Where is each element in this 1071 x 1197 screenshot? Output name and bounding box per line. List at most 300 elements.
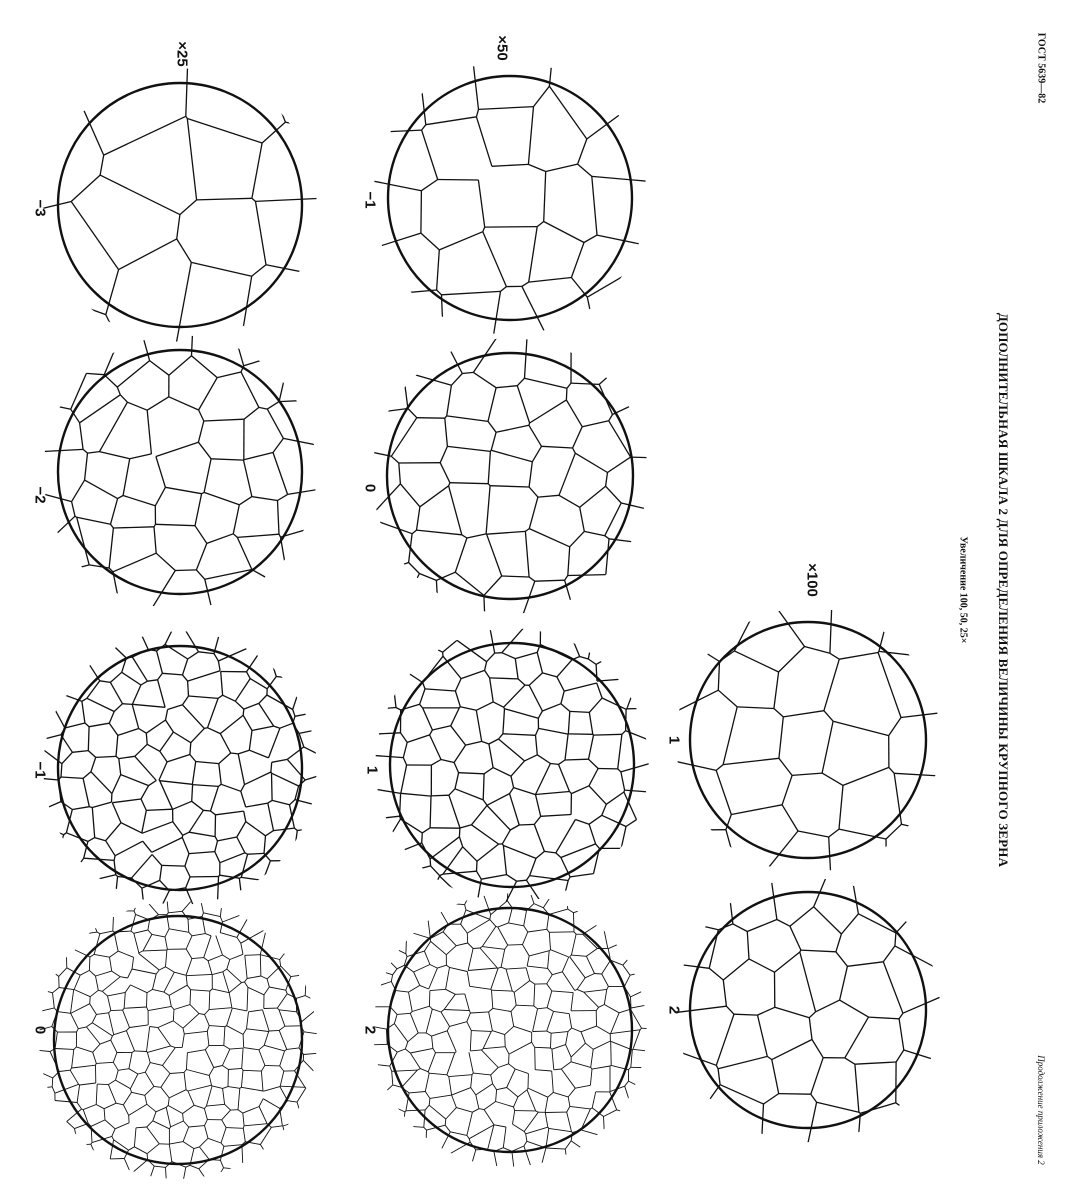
grain-boundary [631,981,664,997]
grain-boundary [512,1151,516,1183]
plate-label: 2 [361,1025,379,1035]
grain-boundary [21,1008,55,1016]
grain-boundary [132,969,156,974]
grain-boundary [473,1073,490,1075]
grain-boundary [148,1006,171,1010]
grain-boundary [516,1005,534,1006]
grain-boundary [147,1104,156,1112]
grain-boundary [477,861,478,871]
grain-boundary [190,743,191,755]
grain-boundary [123,1092,131,1105]
grain-boundary [153,891,170,925]
grain-boundary [218,661,220,671]
grain-boundary [488,388,496,422]
plate-label: 0 [361,483,379,493]
grain-boundary [431,866,440,876]
grain-boundary [493,1008,511,1011]
grain-boundary [425,689,455,691]
grain-boundary [618,734,622,769]
grain-micrograph-plate [339,313,680,648]
grain-boundary [421,233,439,250]
grain-boundary [156,970,159,974]
grain-boundary [452,904,465,905]
grain-boundary [226,1128,243,1129]
grain-boundary [111,524,114,528]
grain-boundary [132,657,147,681]
grain-boundary [575,453,607,472]
grain-boundary [77,1085,80,1103]
grain-boundary [112,799,141,803]
grain-boundary [502,844,503,846]
grain-boundary [561,704,570,712]
grain-boundary [238,1088,240,1109]
grain-boundary [55,1084,79,1093]
grain-boundary [304,1032,338,1037]
grain-boundary [621,827,626,849]
grain-boundary [899,1019,904,1050]
grain-boundary [496,1090,497,1102]
grain-boundary [482,926,496,946]
grain-boundary [568,1088,575,1097]
grain-boundary [767,1056,772,1059]
grain-boundary [426,117,477,125]
grain-micrograph-plate [5,300,348,631]
grain-boundary [829,829,839,837]
grain-boundary [161,1087,169,1098]
grain-boundary [467,972,469,987]
grain-boundary [528,1088,548,1097]
grain-boundary [100,175,180,215]
grain-boundary [130,1025,149,1028]
grain-boundary [279,399,345,402]
grain-boundary [189,1126,205,1127]
grain-boundary [241,791,246,807]
grain-boundary [143,934,152,951]
grain-boundary [631,457,681,459]
grain-boundary [599,367,619,385]
grain-boundary [822,773,843,785]
grain-boundary [471,1088,476,1095]
grain-boundary [199,892,203,913]
grain-boundary [527,956,529,966]
grain-boundary [571,934,576,955]
grain-boundary [89,970,95,976]
grain-boundary [242,982,245,983]
grain-boundary [624,790,625,792]
grain-boundary [188,1091,194,1105]
grain-boundary [152,838,183,853]
grain-boundary [554,1011,570,1013]
grain-boundary [534,1006,538,1009]
grain-boundary [183,1142,194,1149]
grain-boundary [357,982,391,994]
grain-boundary [723,980,726,1006]
grain-boundary [726,1006,734,1014]
magnification-label-x100: ×100 [803,563,821,597]
grain-boundary [441,760,454,763]
grain-boundary [259,1099,263,1107]
grain-boundary [410,1053,420,1069]
grain-boundary [869,1017,900,1019]
grain-boundary [397,1049,405,1052]
grain-boundary [547,1011,554,1031]
grain-boundary [638,753,717,771]
grain-boundary [488,484,490,486]
grain-boundary [431,795,449,796]
grain-boundary [134,1128,136,1147]
grain-boundary [570,1106,591,1109]
grain-boundary [589,786,606,805]
grain-boundary [222,1049,230,1065]
grain-boundary [180,200,197,215]
grain-boundary [596,653,616,664]
grain-boundary [431,941,447,954]
grain-boundary [422,125,426,130]
grain-boundary [145,1072,154,1086]
grain-boundary [571,955,586,956]
grain-boundary [547,929,550,932]
grain-boundary [580,657,589,660]
grain-boundary [259,703,274,726]
grain-boundary [514,788,536,795]
grain-boundary [644,1006,726,1016]
grain-boundary [280,1051,285,1066]
grain-boundary [570,955,572,957]
grain-boundary [123,1008,125,1010]
grain-boundary [460,707,476,711]
grain-boundary [393,681,396,708]
grain-boundary [465,994,470,1011]
grain-boundary [836,934,842,952]
grain-boundary [169,985,187,995]
grain-boundary [382,954,397,969]
grain-boundary [214,1066,223,1068]
grain-boundary [507,875,517,882]
grain-boundary [100,931,113,934]
grain-boundary [443,871,477,874]
grain-boundary [163,1048,176,1066]
grain-boundary [71,1013,79,1028]
grain-boundary [462,372,473,373]
grain-boundary [505,945,508,949]
grain-boundary [774,672,779,709]
grain-boundary [535,1070,552,1071]
grain-boundary [436,580,440,647]
grain-boundary [272,773,273,800]
grain-boundary [482,741,489,744]
grain-boundary [425,1073,429,1091]
grain-boundary [261,1065,265,1071]
grain-boundary [244,354,283,366]
grain-boundary [111,1010,123,1011]
grain-boundary [522,282,529,286]
grain-boundary [278,501,280,535]
grain-boundary [230,954,243,959]
grain-boundary [492,1031,504,1035]
grain-boundary [429,1006,432,1009]
grain-boundary [124,1159,131,1174]
grain-boundary [530,400,567,423]
grain-boundary [52,1087,55,1093]
grain-boundary [575,820,589,825]
grain-boundary [423,708,433,730]
grain-boundary [471,1075,472,1088]
grain-boundary [716,770,731,814]
grain-boundary [558,881,568,921]
grain-boundary [604,1005,619,1013]
grain-boundary [97,1084,108,1085]
grain-boundary [547,984,552,991]
grain-boundary [467,1112,473,1135]
grain-boundary [502,576,529,577]
grain-boundary [263,861,270,881]
grain-boundary [573,448,576,453]
grain-boundary [536,1111,539,1112]
grain-boundary [429,1105,446,1119]
grain-boundary [534,904,543,908]
grain-boundary [439,909,448,924]
grain-boundary [801,950,836,952]
grain-boundary [446,965,449,967]
grain-boundary [878,651,879,652]
grain-boundary [811,1094,817,1102]
grain-boundary [431,760,441,766]
grain-boundary [565,734,568,760]
grain-boundary [80,423,84,450]
grain-boundary [132,855,153,879]
grain-boundary [276,677,296,679]
grain-boundary [277,1008,279,1010]
grain-boundary [77,1103,82,1110]
grain-boundary [104,375,117,387]
grain-boundary [264,836,266,854]
grain-boundary [187,985,190,990]
grain-boundary [89,565,109,568]
grain-boundary [189,852,215,854]
grain-boundary [183,1105,195,1113]
grain-boundary [824,659,839,711]
grain-boundary [192,762,195,785]
grain-boundary [208,1138,221,1143]
grain-boundary [723,758,779,764]
grain-boundary [110,951,119,957]
grain-boundary [52,1078,53,1087]
grain-boundary [488,421,496,432]
grain-boundary [249,731,252,751]
grain-boundary [186,1090,188,1091]
grain-boundary [733,924,747,932]
grain-boundary [496,386,517,388]
grain-boundary [191,990,210,991]
grain-boundary [204,1106,206,1109]
grain-boundary [489,744,493,768]
grain-boundary [83,772,91,779]
grain-boundary [165,937,167,949]
grain-boundary [232,1008,247,1011]
grain-boundary [72,502,75,517]
grain-boundary [252,265,266,277]
grain-boundary [548,1127,549,1128]
grain-boundary [188,681,189,696]
grain-boundary [446,989,456,994]
grain-boundary [491,989,492,990]
grain-boundary [112,1136,114,1139]
grain-boundary [559,495,580,507]
field-of-view-circle [58,646,302,890]
grain-boundary [470,986,491,989]
grain-boundary [160,865,162,880]
grain-boundary [106,823,121,841]
grain-boundary [606,473,608,487]
grain-boundary [539,728,569,734]
grain-boundary [506,968,526,969]
grain-boundary [192,356,218,378]
grain-boundary [263,1099,280,1109]
grain-boundary [161,1074,170,1088]
grain-boundary [758,1015,768,1056]
grain-boundary [356,963,392,975]
grain-boundary [280,1066,284,1071]
grain-boundary [425,1105,429,1110]
field-of-view-circle [690,892,926,1128]
grain-boundary [896,1103,906,1110]
grain-boundary [261,1071,263,1091]
grain-boundary [585,1043,593,1049]
grain-boundary [460,825,472,828]
grain-boundary [444,1010,469,1011]
grain-boundary [33,735,61,742]
grain-boundary [86,373,104,374]
grain-boundary [196,570,204,579]
grain-boundary [508,945,523,946]
grain-boundary [225,1104,231,1110]
grain-boundary [528,107,533,165]
grain-boundary [220,888,224,916]
grain-boundary [119,759,121,775]
grain-boundary [469,1011,470,1013]
grain-boundary [406,1110,425,1111]
grain-boundary [800,1102,817,1180]
grain-boundary [840,1000,869,1017]
grain-boundary [171,262,192,374]
grain-boundary [609,539,669,547]
grain-boundary [224,1168,241,1170]
grain-boundary [219,875,220,876]
grain-boundary [194,1147,200,1149]
grain-boundary [459,837,462,847]
grain-boundary [268,803,274,831]
grain-boundary [456,1108,472,1113]
grain-boundary [242,1048,243,1068]
grain-boundary [134,1147,147,1154]
grain-boundary [90,875,116,881]
grain-boundary [145,1063,150,1073]
grain-boundary [138,571,175,631]
grain-boundary [441,1010,444,1013]
grain-boundary [125,985,130,993]
grain-boundary [451,374,462,386]
grain-boundary [578,164,592,176]
grain-boundary [391,418,417,457]
grain-boundary [814,907,842,934]
grain-boundary [490,915,491,920]
grain-boundary [114,1031,127,1035]
grain-boundary [589,735,594,759]
grain-boundary [492,990,493,1008]
grain-boundary [90,990,98,996]
grain-boundary [858,914,896,933]
grain-micrograph-plate [346,605,682,925]
grain-boundary [836,952,848,967]
grain-boundary [481,1050,498,1068]
grain-boundary [166,967,175,972]
grain-boundary [186,877,190,888]
grain-boundary [115,841,143,856]
grain-boundary [192,958,204,959]
grain-boundary [124,992,125,1008]
grain-boundary [640,1028,641,1030]
grain-boundary [608,457,631,472]
grain-boundary [159,967,165,970]
field-of-view-circle [387,353,633,599]
grain-boundary [246,803,268,807]
grain-boundary [18,1087,53,1091]
grain-boundary [491,1031,492,1032]
grain-boundary [465,905,466,910]
grain-boundary [173,732,190,743]
grain-boundary [136,310,150,361]
grain-boundary [430,965,438,969]
grain-boundary [123,704,133,705]
grain-boundary [565,1141,571,1149]
grain-boundary [446,946,456,955]
grain-boundary [222,1066,228,1070]
grain-boundary [581,1032,585,1043]
grain-boundary [224,1027,225,1046]
grain-boundary [180,1167,186,1197]
grain-boundary [552,1045,566,1050]
grain-boundary [447,385,452,416]
magnification-label-x25: ×25 [173,41,191,67]
grain-boundary [85,723,89,727]
grain-boundary [527,1090,536,1111]
grain-boundary [792,773,822,775]
grain-boundary [146,720,165,733]
grain-boundary [243,709,244,715]
grain-boundary [108,996,111,1011]
grain-boundary [195,526,207,544]
grain-boundary [568,547,570,576]
grain-boundary [403,866,431,873]
grain-boundary [199,1147,209,1160]
grain-boundary [430,837,459,859]
grain-boundary [440,874,443,876]
grain-boundary [451,726,466,745]
grain-boundary [469,1125,494,1139]
grain-boundary [429,1098,430,1105]
grain-boundary [245,979,248,983]
grain-boundary [108,992,126,996]
grain-boundary [198,442,211,459]
grain-boundary [514,1026,532,1032]
grain-boundary [432,726,450,730]
grain-boundary [208,728,221,734]
grain-boundary [529,462,532,487]
grain-boundary [174,1005,190,1010]
grain-boundary [214,612,225,654]
grain-boundary [212,1086,223,1089]
grain-boundary [79,1084,80,1085]
